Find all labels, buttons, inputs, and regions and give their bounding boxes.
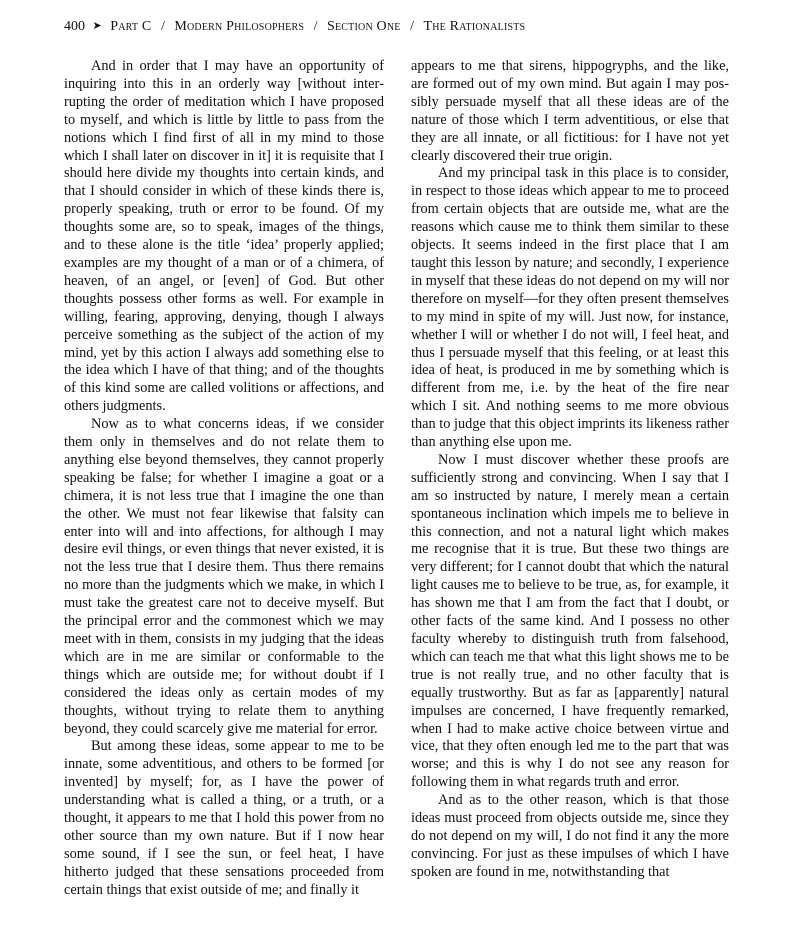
header-separator: / — [410, 19, 414, 34]
right-text-column — [411, 58, 729, 882]
header-subsection: The Rationalists — [423, 19, 526, 34]
paragraph-continued: appears to me that sirens, hippogryphs, and the like, are formed out of my own mind. But again I may possibly persuade myself that all these ideas are of the nature of those which I term adventitious, or else that they are all innate, or all fictitious: for I have not yet clearly discovered their true origin. — [411, 58, 729, 164]
arrow-bullet-icon: ➤ — [92, 20, 102, 32]
left-text-column — [64, 58, 384, 900]
paragraph: Now I must discover whether these proofs are sufficiently strong and convincing. When I say that I am so instructed by nature, I merely mean a certain spontaneous inclination which impels me to believe in this connection, and not a natural light which makes me recognise that it is true. But these two things are very different; for I cannot doubt that which the natural light causes me to believe to be true, as, for example, it has shown me that I am from the fact that I doubt, or other facts of the same kind. And I possess no other faculty whereby to distinguish truth from falsehood, which can teach me that what this light shows me to be true is not really true, and no other faculty that is equally trustworthy. But as far as [apparently] natural impulses are concerned, I have frequently remarked, when I had to make active choice between virtue and vice, that they often enough led me to the part that was worse; and this is why I do not see any reason for following them in what regards truth and error. — [411, 451, 729, 791]
header-separator: / — [160, 19, 165, 34]
paragraph: Now as to what concerns ideas, if we consider them only in themselves and do not relate them to anything else beyond themselves, they cannot properly speaking be false; for whether I imagine a goat or a chimera, it is not less true that I imagine the one than the other. We must not fear likewise that falsity can enter into will and into affections, for although I may desire evil things, or even things that never existed, it is not the less true that I desire them. Thus there remains no more than the judgments which we make, in which I must take the greatest care not to deceive myself. But the principal error and the commonest which we may meet with in them, consists in my judging that the ideas which are in me are similar or conformable to the things which are outside me; for without doubt if I considered the ideas only as certain modes of my thoughts, without trying to relate them to anything beyond, they could scarcely give me material for error. — [64, 416, 384, 737]
header-section-title: Modern Philosophers — [174, 19, 305, 34]
paragraph: And my principal task in this place is to consider, in respect to those ideas which appear to me to proceed from certain objects that are outside me, what are the reasons which cause me to think them similar to these objects. It seems indeed in the first place that I am taught this lesson by nature; and secondly, I experience in myself that these ideas do not depend on my will nor therefore on myself—for they often present themselves to my mind in spite of my will. Just now, for instance, whether I will or whether I do not will, I feel heat, and thus I persuade myself that this feeling, or at least this idea of heat, is produced in me by something which is different from me, i.e. by the heat of the fire near which I sit. And nothing seems to me more obvious than to judge that this object imprints its likeness rather than anything else upon me. — [411, 165, 729, 451]
paragraph: And in order that I may have an opportunity of inquiring into this in an orderly way [without interrupting the order of meditation which I have proposed to myself, and which is little by little to pass from the notions which I find first of all in my mind to those which I shall later on discover in it] it is requisite that I should here divide my thoughts into certain kinds, and that I should consider in which of these kinds there is, properly speaking, truth or error to be found. Of my thoughts some are, so to speak, images of the things, and to these alone is the title ‘idea’ properly applied; examples are my thought of a man or of a chimera, of heaven, of an angel, or [even] of God. But other thoughts possess other forms as well. For example in willing, fearing, approving, denying, though I always perceive something as the subject of the action of my mind, yet by this action I always add something else to the idea which I have of that thing; and of the thoughts of this kind some are called volitions or affections, and others judgments. — [64, 58, 384, 415]
header-separator: / — [313, 19, 318, 34]
header-section: Section One — [327, 19, 401, 34]
running-header — [64, 17, 525, 37]
paragraph: And as to the other reason, which is that those ideas must proceed from objects outside me, since they do not depend on my will, I do not find it any the more convincing. For just as these impulses of which I have spoken are found in me, notwithstanding that — [411, 792, 729, 880]
header-part: Part C — [110, 19, 152, 34]
paragraph: But among these ideas, some appear to me to be innate, some adventitious, and others to be formed [or invented] by myself; for, as I have the power of understanding what is called a thing, or a truth, or a thought, it appears to me that I hold this power from no other source than my own nature. But if I now hear some sound, if I see the sun, or feel heat, I have hitherto judged that these sensations proceeded from certain things that exist outside of me; and finally it — [64, 738, 384, 898]
page-number: 400 — [64, 19, 85, 34]
